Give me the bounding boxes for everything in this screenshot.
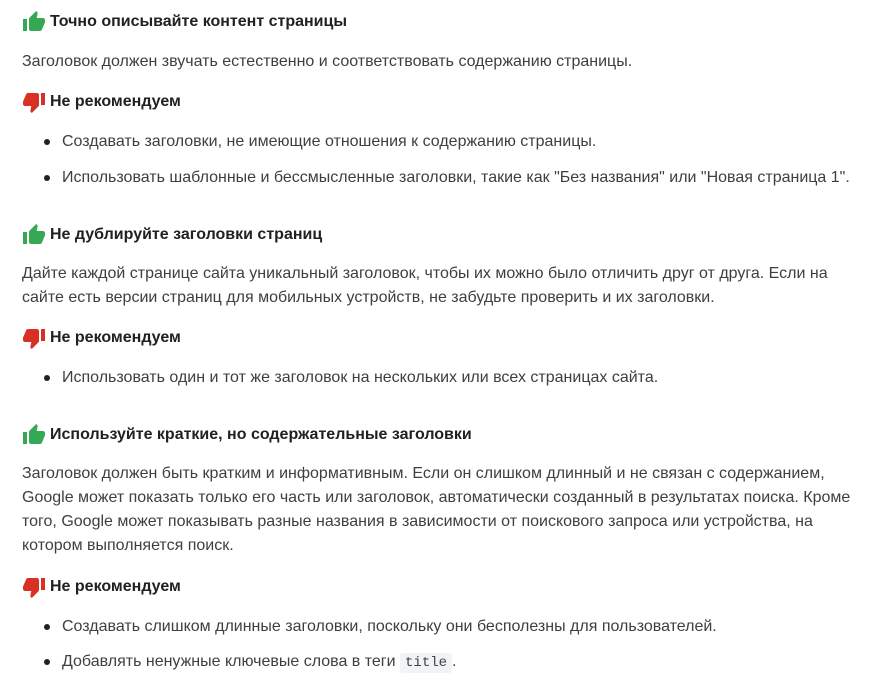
list-item: [44, 651, 457, 674]
list-item: Использовать шаблонные и бессмысленные заголовки, такие как "Без названия" или "Новая страница 1".: [44, 167, 850, 189]
item-text-end: .: [452, 653, 457, 670]
section-title: Точно описывайте контент страницы: [50, 13, 348, 30]
thumb-up-icon: [22, 10, 46, 34]
code-title-tag: title: [400, 653, 452, 673]
not-recommended-title: Не рекомендуем: [50, 329, 181, 346]
not-recommended-heading: [22, 575, 181, 599]
thumb-down-icon: [22, 326, 46, 350]
bullet-dot: [44, 624, 50, 630]
not-recommended-heading: [22, 90, 181, 114]
bullet-dot: [44, 175, 50, 181]
thumb-up-icon: [22, 223, 46, 247]
bullet-dot: [44, 139, 50, 145]
item-text: Добавлять ненужные ключевые слова в теги: [62, 653, 396, 670]
not-recommended-title: Не рекомендуем: [50, 578, 181, 595]
list-item: Создавать заголовки, не имеющие отношения к содержанию страницы.: [44, 131, 596, 153]
section-heading-no-duplicates: [22, 223, 322, 247]
section-text: Дайте каждой странице сайта уникальный заголовок, чтобы их можно было отличить друг от друга. Если на сайте есть версии страниц для мобильных устройств, не забудьте проверить и их заголовки.: [22, 265, 828, 306]
bullet-dot: [44, 659, 50, 665]
section-text: Заголовок должен звучать естественно и соответствовать содержанию страницы.: [22, 53, 633, 70]
thumb-up-icon: [22, 423, 46, 447]
list-item: Использовать один и тот же заголовок на нескольких или всех страницах сайта.: [44, 367, 658, 389]
list-item: Создавать слишком длинные заголовки, поскольку они бесполезны для пользователей.: [44, 616, 717, 638]
thumb-down-icon: [22, 575, 46, 599]
not-recommended-heading: [22, 326, 181, 350]
thumb-down-icon: [22, 90, 46, 114]
bullet-dot: [44, 375, 50, 381]
not-recommended-title: Не рекомендуем: [50, 93, 181, 110]
section-title: Используйте краткие, но содержательные заголовки: [50, 426, 472, 443]
section-text: Заголовок должен быть кратким и информативным. Если он слишком длинный и не связан с содержанием, Google может показать только его часть или заголовок, автоматически созданный в результатах поиска. Кроме того, Google может показывать разные названия в зависимости от поискового запроса или устройства, на котором выполняется поиск.: [22, 465, 851, 554]
section-title: Не дублируйте заголовки страниц: [50, 226, 323, 243]
section-heading-accurate-content: [22, 10, 347, 34]
section-heading-concise-titles: [22, 423, 472, 447]
